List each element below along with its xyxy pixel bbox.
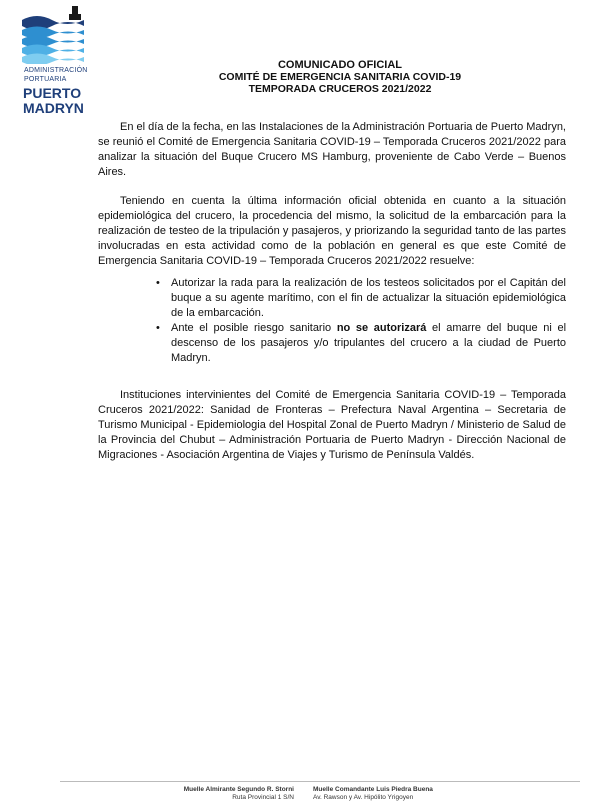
puerto-madryn-logo-icon bbox=[22, 4, 84, 64]
bullet-text-1: Autorizar la rada para la realización de los testeos solicitados por el Capitán del buque a su agente marítimo, con el fin de actualizar la situación epidemiológica de la embarcación. bbox=[171, 277, 566, 319]
document-season: TEMPORADA CRUCEROS 2021/2022 bbox=[248, 83, 432, 95]
bullet-text-2b: el amarre del buque ni el descenso de los pasajeros y/o tripulantes del crucero a la ciudad de Puerto Madryn. bbox=[171, 322, 567, 364]
footer-left-address: Ruta Provincial 1 S/N bbox=[232, 794, 294, 801]
paragraph-3: Instituciones intervinientes del Comité de Emergencia Sanitaria COVID-19 – Temporada Cruceros 2021/2022: Sanidad de Fronteras – Prefectura Naval Argentina – Secretaria de Turismo Municipal - Epidemiologia del Hospital Zonal de Puerto Madryn / Ministerio de Salud de la Provincia del Chubut – Administración Portuaria de Puerto Madryn - Dirección Nacional de Migraciones - Asociación Argentina de Viajes y Turismo de Península Valdés. bbox=[98, 389, 566, 461]
bullet-text-2-bold: no se autorizará bbox=[336, 322, 427, 334]
footer-right bbox=[313, 786, 473, 802]
document-title: COMUNICADO OFICIAL bbox=[277, 59, 403, 71]
logo-line-3: PUERTO bbox=[23, 85, 82, 101]
logo-line-2: PORTUARIA bbox=[24, 76, 67, 83]
footer-right-title: Muelle Comandante Luis Piedra Buena bbox=[313, 786, 433, 793]
document-subtitle: COMITÉ DE EMERGENCIA SANITARIA COVID-19 bbox=[218, 71, 462, 83]
list-item bbox=[156, 321, 566, 366]
logo-line-4: MADRYN bbox=[23, 100, 84, 116]
paragraph-2: Teniendo en cuenta la última información oficial obtenida en cuanto a la situación epidemiológica del crucero, la procedencia del mismo, la solicitud de la embarcación para la realización de testeo de la tripulación y pasajeros, y priorizando la seguridad tanto de las partes involucradas en esta actividad como de la población en general es que este Comité de Emergencia Sanitaria COVID-19 – Temporada Cruceros 2021/2022 resuelve: bbox=[98, 195, 566, 267]
bullet-icon: • bbox=[156, 322, 160, 334]
resolution-list bbox=[156, 276, 566, 366]
logo-line-1: ADMINISTRACIÓN bbox=[24, 67, 88, 74]
paragraph-1: En el día de la fecha, en las Instalaciones de la Administración Portuaria de Puerto Madryn, se reunió el Comité de Emergencia Sanitaria COVID-19 – Temporada Cruceros 2021/2022 para analizar la situación del Buque Crucero MS Hamburg, proveniente de Cabo Verde – Buenos Aires. bbox=[98, 121, 566, 178]
footer-right-address: Av. Rawson y Av. Hipólito Yrigoyen bbox=[313, 794, 414, 801]
bullet-icon: • bbox=[156, 277, 160, 289]
list-item bbox=[156, 276, 566, 321]
logo bbox=[22, 4, 86, 64]
logo-title bbox=[23, 86, 84, 116]
logo-subtitle bbox=[24, 66, 87, 84]
footer-divider bbox=[60, 781, 580, 782]
footer-left-title: Muelle Almirante Segundo R. Storni bbox=[183, 786, 294, 793]
bullet-text-2a: Ante el posible riesgo sanitario bbox=[171, 322, 337, 334]
footer-left bbox=[168, 786, 294, 802]
